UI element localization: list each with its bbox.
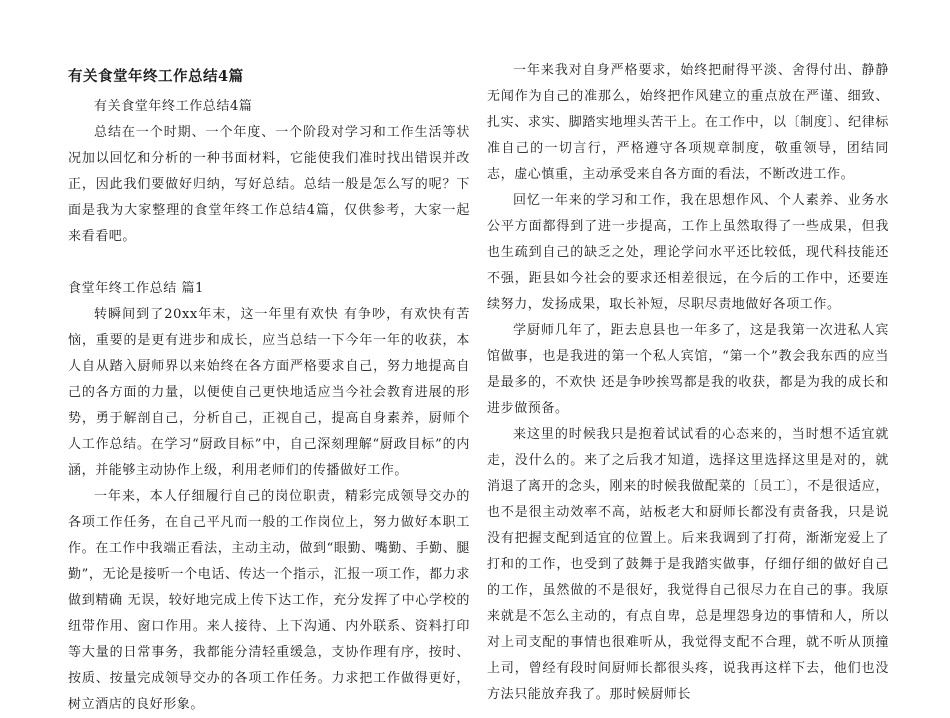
body-paragraph: 学厨师几年了，距去息县也一年多了，这是我第一次进私人宾馆做事，也是我进的第一个私人宾馆，“第一个”教会我东西的应当是最多的，不欢快 还是争吵挨骂都是我的收获，都是为我的成长和进步做预备。 — [487, 323, 889, 416]
right-column — [487, 58, 889, 708]
body-paragraph: 一年来我对自身严格要求，始终把耐得平淡、舍得付出、静静无闻作为自己的准那么，始终把作风建立的重点放在严谨、细致、扎实、求实、脚踏实地埋头苦干上。在工作中，以〔制度〕、纪律标准自己的一切言行，严格遵守各项规章制度，敬重领导，团结同志，虚心慎重，主动承受来自各方面的看法，不断改进工作。 — [487, 63, 889, 182]
document-title: 有关食堂年终工作总结4篇 — [68, 68, 244, 85]
section-heading: 食堂年终工作总结 篇1 — [68, 281, 205, 296]
body-paragraph: 转瞬间到了20xx年末，这一年里有欢快 有争吵，有欢快有苦恼，重要的是更有进步和成长，应当总结一下今年一年的收获，本人自从踏入厨师界以来始终在各方面严格要求自己，努力地提高自己的各方面的力量，以便使自己更快地适应当今社会教育进展的形势，勇于解剖自己，分析自己，正视自己，提高自身素养，厨师个人工作总结。在学习“厨政目标”中，自己深刻理解“厨政目标”的内涵，并能够主动协作上级，利用老师们的传播做好工作。 — [68, 307, 470, 478]
left-column — [68, 58, 470, 718]
spacer — [68, 250, 470, 276]
subtitle-paragraph: 有关食堂年终工作总结4篇 — [94, 99, 253, 114]
intro-paragraph: 总结在一个时期、一个年度、一个阶段对学习和工作生活等状况加以回忆和分析的一种书面材料，它能使我们准时找出错误并改正，因此我们要做好归纳，写好总结。总结一般是怎么写的呢？下面是我为大家整理的食堂年终工作总结4篇，仅供参考，大家一起来看看吧。 — [68, 125, 470, 244]
body-paragraph: 来这里的时候我只是抱着试试看的心态来的，当时想不适宜就走，没什么的。来了之后我才知道，选择这里选择这里是对的，就消退了离开的念头，刚来的时候我做配菜的〔员工〕，不是很适应，也不是很主动效率不高，站板老大和厨师长都没有责备我，只是说没有把握支配到适宜的位置上。后来我调到了打荷，渐渐宠爱上了打和的工作，也受到了鼓舞于是我踏实做事，仔细仔细的做好自己的工作，虽然做的不是很好，我觉得自己很尽力在自己的事。我原来就是不怎么主动的，有点自卑，总是埋怨身边的事情和人，所以对上司支配的事情也很难听从，我觉得支配不合理，就不听从顶撞上司，曾经有段时间厨师长都很头疼，说我再这样下去，他们也没方法只能放弃我了。那时候厨师长 — [487, 427, 889, 702]
body-paragraph: 一年来，本人仔细履行自己的岗位职责，精彩完成领导交办的各项工作任务，在自己平凡而一般的工作岗位上，努力做好本职工作。在工作中我端正看法，主动主动，做到“眼勤、嘴勤、手勤、腿勤”，无论是接听一个电话、传达一个指示，汇报一项工作，都力求做到精确 无误，较好地完成上传下达工作，充分发挥了中心学校的纽带作用、窗口作用。来人接待、上下沟通、内外联系、资料打印等大量的日常事务，我都能分清轻重缓急，支协作理有序，按时、按质、按量完成领导交办的各项工作任务。力求把工作做得更好，树立酒店的良好形象。 — [68, 489, 470, 712]
body-paragraph: 回忆一年来的学习和工作，我在思想作风、个人素养、业务水公平方面都得到了进一步提高，工作上虽然取得了一些成果，但我也生疏到自己的缺乏之处，理论学问水平还比较低，现代科技能还不强，距县如今社会的要求还相差很远，在今后的工作中，还要连续努力，发扬成果，取长补短，尽职尽责地做好各项工作。 — [487, 193, 889, 312]
